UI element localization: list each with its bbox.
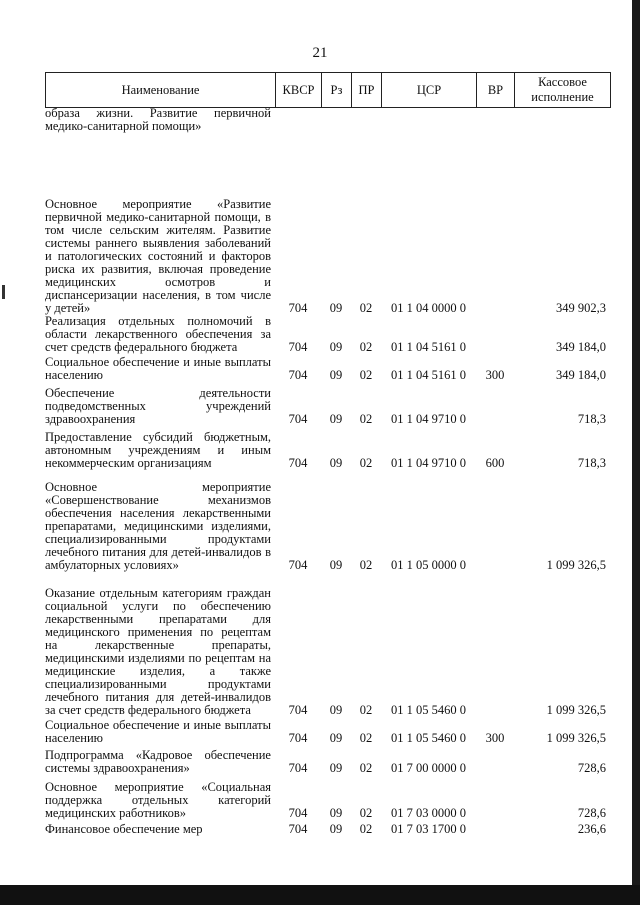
column-header-kvsr: КВСР [276, 73, 322, 108]
cell-sum: 1 099 326,5 [546, 703, 606, 717]
column-header-sum: Кассовое исполнение [515, 73, 611, 108]
cell-pr: 02 [359, 731, 373, 745]
cell-rz: 09 [329, 558, 343, 572]
column-header-name: Наименование [46, 73, 276, 108]
table-row [45, 133, 610, 315]
cell-pr: 02 [359, 558, 373, 572]
cell-csr: 01 1 04 9710 0 [391, 456, 466, 470]
table-header [45, 72, 611, 108]
table-row [45, 775, 610, 820]
column-header-rz: Рз [322, 73, 352, 108]
cell-vr: 300 [485, 731, 505, 745]
cell-vr [476, 133, 514, 315]
cell-vr: 600 [485, 456, 505, 470]
cell-name: Предоставление субсидий бюджетным, автономным учреждениям и иным некоммерческим организациям [45, 430, 271, 470]
cell-kvsr: 704 [288, 761, 308, 775]
cell-csr: 01 1 04 9710 0 [391, 412, 466, 426]
table-row [45, 572, 610, 717]
table-row [45, 426, 610, 470]
cell-pr: 02 [359, 806, 373, 820]
cell-name: Подпрограмма «Кадровое обеспечение системы здравоохранения» [45, 748, 271, 775]
cell-rz: 09 [329, 761, 343, 775]
cell-kvsr: 704 [288, 731, 308, 745]
table-row [45, 107, 610, 133]
column-header-csr: ЦСР [382, 73, 477, 108]
cell-kvsr: 704 [288, 806, 308, 820]
cell-rz: 09 [329, 731, 343, 745]
cell-csr: 01 1 05 5460 0 [391, 703, 466, 717]
cell-csr: 01 7 03 0000 0 [391, 806, 466, 820]
cell-kvsr: 704 [288, 340, 308, 354]
cell-kvsr: 704 [288, 412, 308, 426]
cell-kvsr: 704 [288, 456, 308, 470]
cell-rz: 09 [329, 301, 343, 315]
cell-vr [476, 820, 514, 836]
cell-rz: 09 [329, 822, 343, 836]
cell-sum: 728,6 [577, 761, 606, 775]
cell-csr: 01 1 04 0000 0 [391, 301, 466, 315]
cell-sum [514, 107, 610, 133]
column-header-vr: ВР [477, 73, 515, 108]
cell-name: Оказание отдельным категориям граждан социальной услуги по обеспечению лекарственными препаратами для медицинского применения по рецептам на лекарственные препараты, медицинскими изделиями по рецептам на медицинские изделия, а также специализированными продуктами лечебного питания для детей-инвалидов за счет средств федерального бюджета [45, 586, 271, 717]
cell-csr [381, 107, 476, 133]
cell-name: Обеспечение деятельности подведомственных учреждений здравоохранения [45, 386, 271, 426]
cell-vr [476, 107, 514, 133]
cell-sum: 349 184,0 [556, 368, 606, 382]
scan-edge-right [632, 0, 640, 905]
cell-csr: 01 1 04 5161 0 [391, 340, 466, 354]
table-row [45, 820, 610, 836]
cell-kvsr: 704 [288, 822, 308, 836]
cell-rz: 09 [329, 368, 343, 382]
cell-pr: 02 [359, 761, 373, 775]
cell-sum: 728,6 [577, 806, 606, 820]
cell-name: Финансовое обеспечение мер [45, 822, 203, 836]
cell-pr [351, 107, 381, 133]
budget-table [45, 107, 610, 836]
cell-csr: 01 7 00 0000 0 [391, 761, 466, 775]
cell-sum: 1 099 326,5 [546, 558, 606, 572]
cell-name: Социальное обеспечение и иные выплаты населению [45, 718, 271, 745]
cell-vr [476, 775, 514, 820]
cell-name: Социальное обеспечение и иные выплаты населению [45, 355, 271, 382]
cell-sum: 718,3 [577, 412, 606, 426]
cell-csr: 01 1 05 5460 0 [391, 731, 466, 745]
page-number: 21 [312, 45, 328, 61]
scan-edge-bottom [0, 885, 640, 905]
cell-pr: 02 [359, 703, 373, 717]
cell-rz: 09 [329, 340, 343, 354]
cell-kvsr: 704 [288, 368, 308, 382]
scan-mark [2, 285, 5, 299]
cell-rz: 09 [329, 806, 343, 820]
cell-pr: 02 [359, 456, 373, 470]
cell-sum: 1 099 326,5 [546, 731, 606, 745]
cell-sum: 718,3 [577, 456, 606, 470]
cell-csr: 01 7 03 1700 0 [391, 822, 466, 836]
cell-name: Реализация отдельных полномочий в области лекарственного обеспечения за счет средств федерального бюджета [45, 314, 271, 354]
cell-vr: 300 [485, 368, 505, 382]
cell-name: Основное мероприятие «Развитие первичной медико-санитарной помощи, в том числе сельским жителям. Развитие системы раннего выявления заболеваний и патологических состояний и факторов риска их развития, включая проведение медицинских осмотров и диспансеризации населения, в том числе у детей» [45, 197, 271, 315]
table-row [45, 315, 610, 354]
table-row [45, 354, 610, 382]
cell-pr: 02 [359, 340, 373, 354]
cell-kvsr: 704 [288, 301, 308, 315]
cell-pr: 02 [359, 368, 373, 382]
cell-rz: 09 [329, 456, 343, 470]
column-header-pr: ПР [352, 73, 382, 108]
table-row [45, 717, 610, 745]
cell-sum: 236,6 [577, 822, 606, 836]
cell-name: Основное мероприятие «Совершенствование механизмов обеспечения населения лекарственными препаратами, медицинскими изделиями, специализированными продуктами лечебного питания для детей-инвалидов в амбулаторных условиях» [45, 480, 271, 572]
table-row [45, 470, 610, 572]
cell-pr: 02 [359, 301, 373, 315]
cell-vr [476, 315, 514, 354]
cell-rz: 09 [329, 412, 343, 426]
table-row [45, 745, 610, 775]
cell-vr [476, 382, 514, 426]
cell-rz: 09 [329, 703, 343, 717]
cell-vr [476, 745, 514, 775]
cell-kvsr [275, 107, 321, 133]
cell-csr: 01 1 05 0000 0 [391, 558, 466, 572]
cell-pr: 02 [359, 412, 373, 426]
cell-name: Основное мероприятие «Социальная поддержка отдельных категорий медицинских работников» [45, 780, 271, 820]
cell-sum: 349 902,3 [556, 301, 606, 315]
cell-name: образа жизни. Развитие первичной медико-санитарной помощи» [45, 106, 271, 133]
cell-kvsr: 704 [288, 703, 308, 717]
table-row [45, 382, 610, 426]
cell-vr [476, 470, 514, 572]
cell-csr: 01 1 04 5161 0 [391, 368, 466, 382]
cell-vr [476, 572, 514, 717]
cell-kvsr: 704 [288, 558, 308, 572]
cell-rz [321, 107, 351, 133]
cell-sum: 349 184,0 [556, 340, 606, 354]
cell-pr: 02 [359, 822, 373, 836]
